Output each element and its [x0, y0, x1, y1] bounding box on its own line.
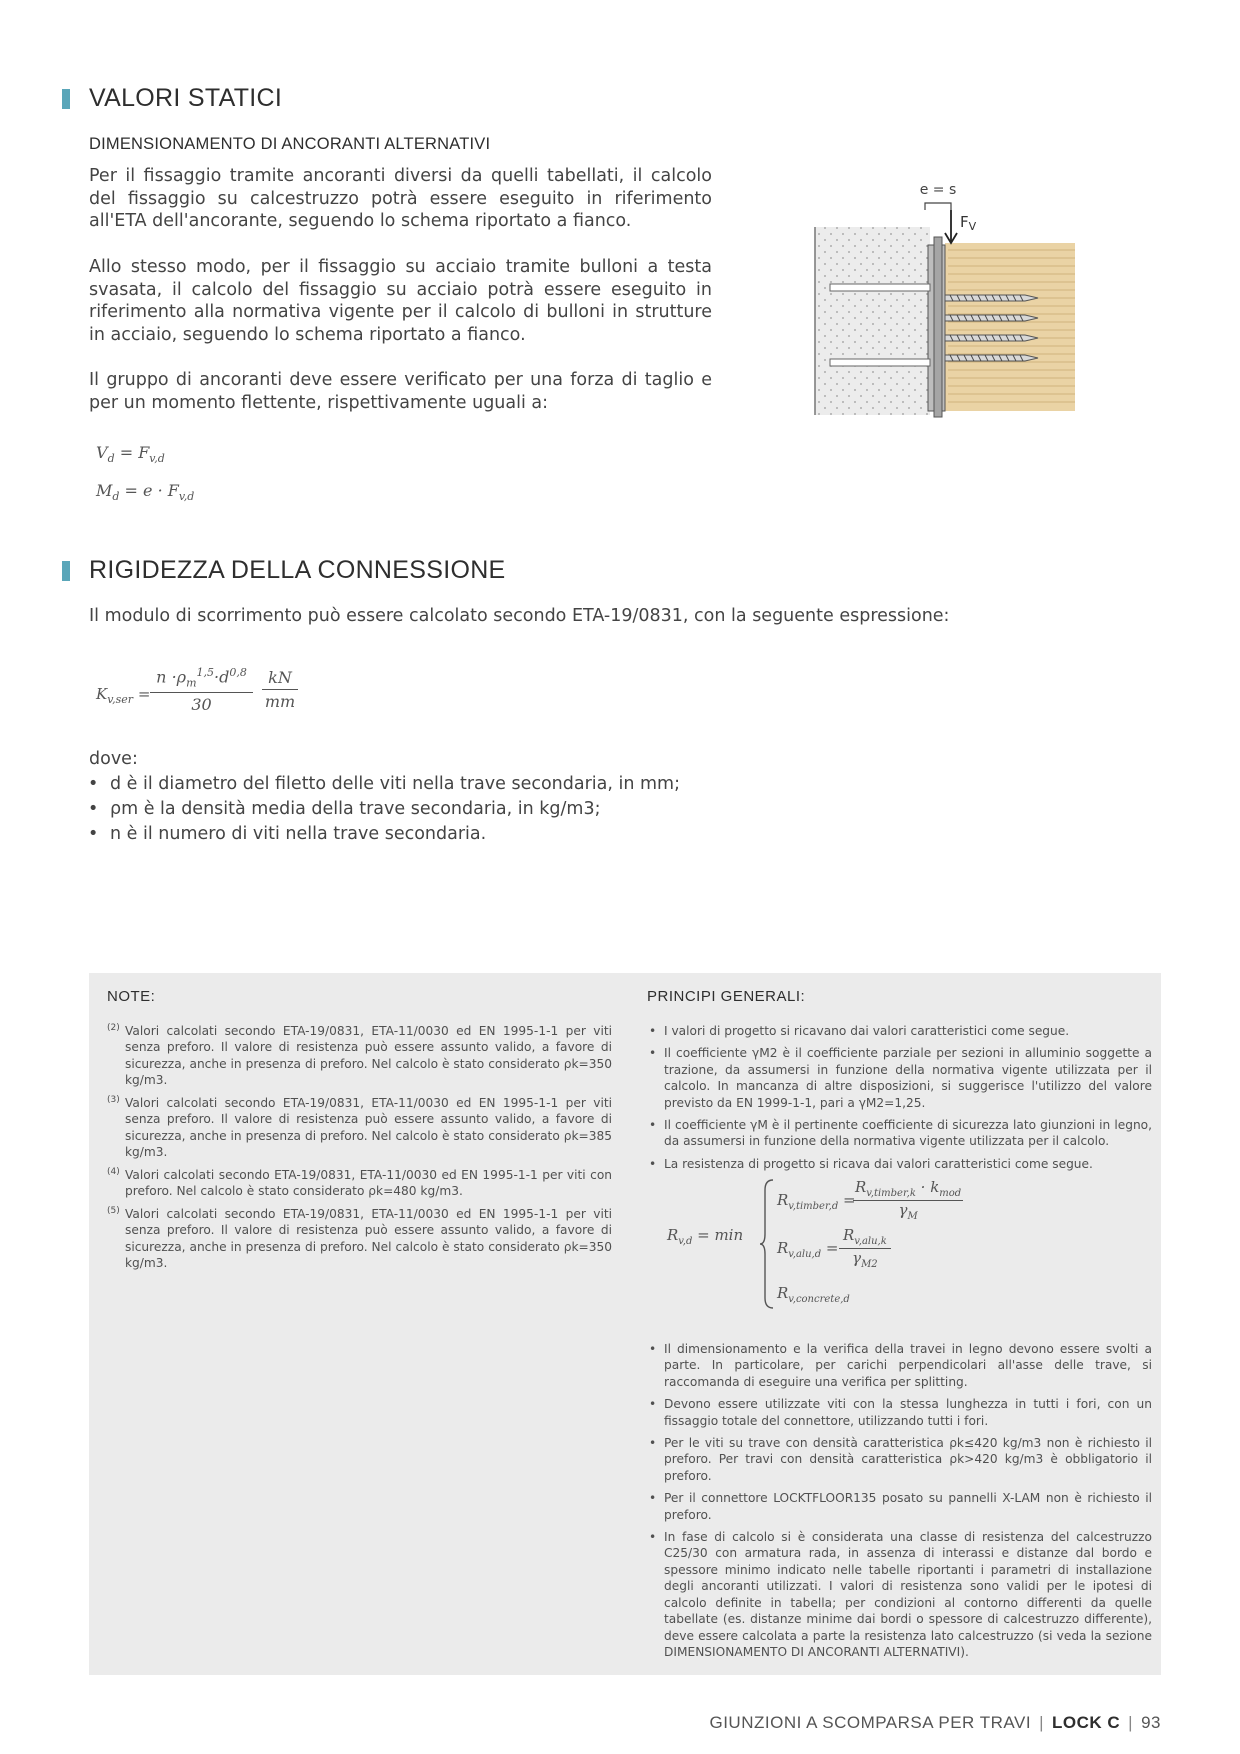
dove-label: dove:	[89, 749, 138, 769]
section-marker	[62, 561, 70, 581]
list-item: • La resistenza di progetto si ricava dai valori caratteristici come segue.	[647, 1156, 1152, 1172]
paragraph-2: Allo stesso modo, per il fissaggio su acciaio tramite bulloni a testa svasata, il calcolo del fissaggio su acciaio potrà essere eseguito in riferimento alla normativa vigente per il calcolo di bulloni in strutture in acciaio, seguendo lo schema riportato a fianco.	[89, 257, 712, 345]
note-item: (2) Valori calcolati secondo ETA-19/0831, ETA-11/0030 ed EN 1995-1-1 per viti senza preforo. Il valore di resistenza può essere assunto valido, a favore di sicurezza, anche in presenza di preforo. Nel calcolo è stato considerato ρk=350 kg/m3.	[107, 1023, 612, 1088]
notes-box	[89, 973, 1161, 1675]
footer-product: LOCK C	[1051, 1713, 1121, 1732]
list-item: • In fase di calcolo si è considerata una classe di resistenza del calcestruzzo C25/30 con armatura rada, in assenza di interassi e distanze dal bordo e spessore minimo indicato nelle tabelle riportanti i parametri di installazione degli ancoranti utilizzati. I valori di resistenza sono validi per le ipotesi di calcolo definite in tabella; per condizioni al contorno differenti da quelle tabellate (es. distanze minime dai bordi o spessore di calcestruzzo differente), deve essere calcolata a parte la resistenza lato calcestruzzo (si veda la sezione DIMENSIONAMENTO DI ANCORANTI ALTERNATIVI).	[647, 1529, 1152, 1660]
notes-title: NOTE:	[107, 988, 156, 1005]
list-item: • Devono essere utilizzate viti con la stessa lunghezza in tutti i fori, con un fissaggio totale del connettore, utilizzando tutti i fori.	[647, 1396, 1152, 1429]
note-item: (3) Valori calcolati secondo ETA-19/0831, ETA-11/0030 ed EN 1995-1-1 per viti senza preforo. Il valore di resistenza può essere assunto valido, a favore di sicurezza, anche in presenza di preforo. Nel calcolo è stato considerato ρk=385 kg/m3.	[107, 1095, 612, 1160]
subsection-title: DIMENSIONAMENTO DI ANCORANTI ALTERNATIVI	[89, 135, 491, 153]
footer-section: GIUNZIONI A SCOMPARSA PER TRAVI	[709, 1713, 1032, 1732]
note-item: (4) Valori calcolati secondo ETA-19/0831, ETA-11/0030 ed EN 1995-1-1 per viti con preforo. Nel calcolo è stato considerato ρk=480 kg/m3.	[107, 1167, 612, 1199]
list-item: • Il coefficiente γM è il pertinente coefficiente di sicurezza lato giunzioni in legno, da assumersi in funzione della normativa vigente utilizzata per il calcolo.	[647, 1117, 1152, 1150]
list-item: • Il coefficiente γM2 è il coefficiente parziale per sezioni in alluminio soggette a trazione, da assumersi in funzione della normativa vigente utilizzata per il calcolo. In mancanza di altre disposizioni, si suggerisce l'utilizzo del valore previsto da EN 1999-1-1, pari a γM2=1,25.	[647, 1045, 1152, 1111]
note-item: (5) Valori calcolati secondo ETA-19/0831, ETA-11/0030 ed EN 1995-1-1 per viti senza preforo. Il valore di resistenza può essere assunto valido, a favore di sicurezza, anche in presenza di preforo. Nel calcolo è stato considerato ρk=350 kg/m3.	[107, 1206, 612, 1271]
page-footer: GIUNZIONI A SCOMPARSA PER TRAVI | LOCK C | 93	[709, 1713, 1161, 1732]
section-title-rigidezza: RIGIDEZZA DELLA CONNESSIONE	[89, 556, 506, 584]
force-label: $F_V$	[960, 213, 977, 233]
curly-brace	[759, 1178, 775, 1310]
formula-kvser-unit: $\frac{kN}{mm}$	[262, 668, 298, 711]
list-item: • d è il diametro del filetto delle viti nella trave secondaria, in mm;	[86, 772, 786, 797]
formula-kvser-fraction: $\frac{n \cdot\rho_m^{1,5}\cdot d^{0,8}}{30}$	[150, 666, 253, 714]
resistance-formula: $R_{v,d} = \min$ $R_{v,timber,d}$ = $R_{v,timber,k} \cdot k_{mod}$ $\gamma_M$ $R_{v,alu,d}$ = $R_{v,alu,k}$ $\gamma_{M2}$ $R_{v,concrete,d}$	[667, 1178, 987, 1308]
page-number: 93	[1141, 1713, 1161, 1732]
formula-kvser-lhs: $K_{v,ser}$ =	[96, 685, 151, 706]
list-item: • I valori di progetto si ricavano dai valori caratteristici come segue.	[647, 1023, 1152, 1039]
list-item: • Per il connettore LOCKTFLOOR135 posato su pannelli X-LAM non è richiesto il preforo.	[647, 1490, 1152, 1523]
formula-shear: $V_d = F_{v,d}$	[96, 443, 165, 466]
connection-diagram	[810, 165, 1080, 430]
dimension-label: e = s	[919, 182, 957, 198]
list-item: • Il dimensionamento e la verifica della travei in legno devono essere svolti a parte. In particolare, per carichi perpendicolari all'asse delle trave, si raccomanda di eseguire una verifica per splitting.	[647, 1341, 1152, 1390]
paragraph-1: Per il fissaggio tramite ancoranti diversi da quelli tabellati, il calcolo del fissaggio su calcestruzzo potrà essere eseguito in riferimento all'ETA dell'ancorante, seguendo lo schema riportato a fianco.	[89, 166, 712, 232]
rigidezza-intro: Il modulo di scorrimento può essere calcolato secondo ETA-19/0831, con la seguente espressione:	[89, 606, 950, 626]
list-item: • ρm è la densità media della trave secondaria, in kg/m3;	[86, 797, 786, 822]
principles-title: PRINCIPI GENERALI:	[647, 988, 806, 1005]
section-marker	[62, 89, 70, 109]
principles-list-top	[647, 1023, 1152, 1178]
section-title-valori-statici: VALORI STATICI	[89, 84, 283, 112]
paragraph-3: Il gruppo di ancoranti deve essere verificato per una forza di taglio e per un momento flettente, rispettivamente uguali a:	[89, 370, 712, 413]
list-item: • Per le viti su trave con densità caratteristica ρk≤420 kg/m3 non è richiesto il preforo. Per travi con densità caratteristica ρk>420 kg/m3 è obbligatorio il preforo.	[647, 1435, 1152, 1484]
list-item: • n è il numero di viti nella trave secondaria.	[86, 822, 786, 847]
formula-moment: $M_d = e \cdot F_{v,d}$	[96, 481, 195, 504]
principles-list-bottom	[647, 1341, 1152, 1666]
definition-list	[86, 772, 786, 847]
